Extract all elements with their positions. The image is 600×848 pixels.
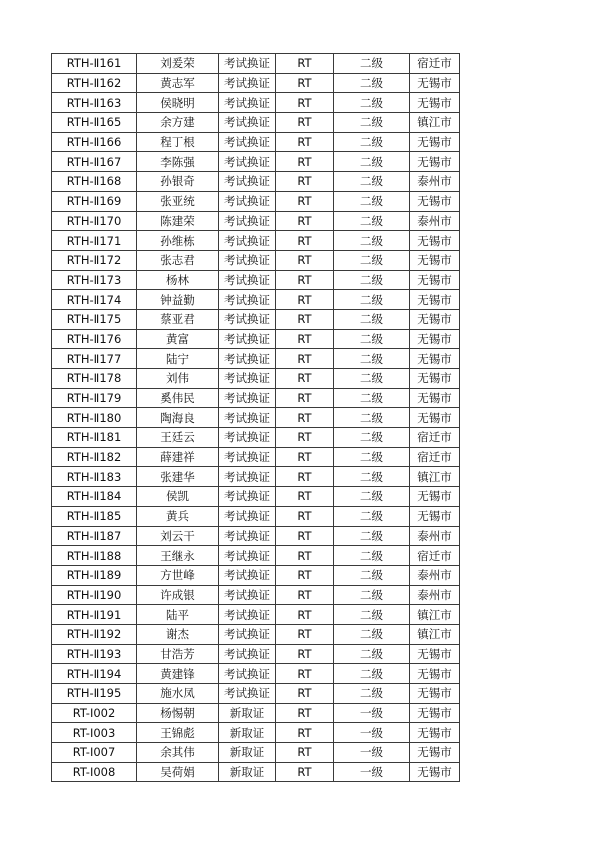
type-cell: 考试换证 xyxy=(219,369,276,389)
method-cell: RT xyxy=(276,191,334,211)
table-row xyxy=(52,565,460,585)
city-cell: 无锡市 xyxy=(410,250,460,270)
name-cell: 杨惕朝 xyxy=(137,703,219,723)
level-cell: 二级 xyxy=(334,585,410,605)
city-cell: 无锡市 xyxy=(410,723,460,743)
type-cell: 考试换证 xyxy=(219,447,276,467)
cert-number-cell: RTH-Ⅱ161 xyxy=(52,54,137,74)
cert-number-cell: RT-Ⅰ007 xyxy=(52,743,137,763)
name-cell: 王继永 xyxy=(137,546,219,566)
method-cell: RT xyxy=(276,644,334,664)
level-cell: 二级 xyxy=(334,428,410,448)
cert-number-cell: RTH-Ⅱ169 xyxy=(52,191,137,211)
table-row xyxy=(52,329,460,349)
table-row xyxy=(52,231,460,251)
method-cell: RT xyxy=(276,605,334,625)
level-cell: 二级 xyxy=(334,211,410,231)
method-cell: RT xyxy=(276,152,334,172)
table-body xyxy=(52,54,460,782)
type-cell: 考试换证 xyxy=(219,526,276,546)
cert-number-cell: RTH-Ⅱ184 xyxy=(52,487,137,507)
type-cell: 新取证 xyxy=(219,743,276,763)
cert-number-cell: RTH-Ⅱ163 xyxy=(52,93,137,113)
cert-number-cell: RTH-Ⅱ188 xyxy=(52,546,137,566)
method-cell: RT xyxy=(276,250,334,270)
type-cell: 考试换证 xyxy=(219,290,276,310)
type-cell: 考试换证 xyxy=(219,329,276,349)
cert-number-cell: RTH-Ⅱ190 xyxy=(52,585,137,605)
level-cell: 二级 xyxy=(334,290,410,310)
cert-number-cell: RTH-Ⅱ187 xyxy=(52,526,137,546)
method-cell: RT xyxy=(276,132,334,152)
type-cell: 考试换证 xyxy=(219,211,276,231)
name-cell: 方世峰 xyxy=(137,565,219,585)
level-cell: 二级 xyxy=(334,447,410,467)
level-cell: 二级 xyxy=(334,467,410,487)
table-row xyxy=(52,388,460,408)
type-cell: 考试换证 xyxy=(219,408,276,428)
level-cell: 二级 xyxy=(334,684,410,704)
method-cell: RT xyxy=(276,743,334,763)
city-cell: 无锡市 xyxy=(410,762,460,782)
method-cell: RT xyxy=(276,664,334,684)
table-row xyxy=(52,309,460,329)
level-cell: 二级 xyxy=(334,113,410,133)
level-cell: 二级 xyxy=(334,506,410,526)
level-cell: 二级 xyxy=(334,565,410,585)
city-cell: 无锡市 xyxy=(410,152,460,172)
cert-number-cell: RTH-Ⅱ178 xyxy=(52,369,137,389)
table-row xyxy=(52,644,460,664)
cert-number-cell: RTH-Ⅱ180 xyxy=(52,408,137,428)
method-cell: RT xyxy=(276,211,334,231)
cert-number-cell: RT-Ⅰ003 xyxy=(52,723,137,743)
city-cell: 无锡市 xyxy=(410,309,460,329)
table-row xyxy=(52,447,460,467)
city-cell: 无锡市 xyxy=(410,743,460,763)
type-cell: 考试换证 xyxy=(219,132,276,152)
city-cell: 无锡市 xyxy=(410,664,460,684)
method-cell: RT xyxy=(276,349,334,369)
name-cell: 王廷云 xyxy=(137,428,219,448)
city-cell: 泰州市 xyxy=(410,172,460,192)
name-cell: 侯凯 xyxy=(137,487,219,507)
city-cell: 无锡市 xyxy=(410,487,460,507)
name-cell: 黄志军 xyxy=(137,73,219,93)
level-cell: 二级 xyxy=(334,408,410,428)
name-cell: 刘爰荣 xyxy=(137,54,219,74)
name-cell: 谢杰 xyxy=(137,624,219,644)
cert-number-cell: RT-Ⅰ008 xyxy=(52,762,137,782)
cert-number-cell: RTH-Ⅱ172 xyxy=(52,250,137,270)
cert-number-cell: RTH-Ⅱ194 xyxy=(52,664,137,684)
table-row xyxy=(52,93,460,113)
city-cell: 镇江市 xyxy=(410,605,460,625)
type-cell: 考试换证 xyxy=(219,270,276,290)
table-row xyxy=(52,73,460,93)
name-cell: 张亚统 xyxy=(137,191,219,211)
level-cell: 一级 xyxy=(334,703,410,723)
cert-number-cell: RTH-Ⅱ175 xyxy=(52,309,137,329)
level-cell: 二级 xyxy=(334,152,410,172)
city-cell: 泰州市 xyxy=(410,565,460,585)
method-cell: RT xyxy=(276,329,334,349)
table-row xyxy=(52,723,460,743)
method-cell: RT xyxy=(276,546,334,566)
method-cell: RT xyxy=(276,506,334,526)
cert-number-cell: RTH-Ⅱ168 xyxy=(52,172,137,192)
name-cell: 奚伟民 xyxy=(137,388,219,408)
city-cell: 无锡市 xyxy=(410,506,460,526)
certificate-table xyxy=(51,53,460,782)
city-cell: 无锡市 xyxy=(410,132,460,152)
table-row xyxy=(52,467,460,487)
table-row xyxy=(52,250,460,270)
name-cell: 施水凤 xyxy=(137,684,219,704)
type-cell: 考试换证 xyxy=(219,624,276,644)
name-cell: 陶海良 xyxy=(137,408,219,428)
level-cell: 二级 xyxy=(334,605,410,625)
city-cell: 无锡市 xyxy=(410,231,460,251)
cert-number-cell: RTH-Ⅱ195 xyxy=(52,684,137,704)
cert-number-cell: RT-Ⅰ002 xyxy=(52,703,137,723)
name-cell: 黄兵 xyxy=(137,506,219,526)
type-cell: 考试换证 xyxy=(219,487,276,507)
city-cell: 无锡市 xyxy=(410,191,460,211)
table-row xyxy=(52,664,460,684)
name-cell: 陈建荣 xyxy=(137,211,219,231)
city-cell: 无锡市 xyxy=(410,388,460,408)
city-cell: 镇江市 xyxy=(410,467,460,487)
level-cell: 二级 xyxy=(334,388,410,408)
type-cell: 新取证 xyxy=(219,762,276,782)
cert-number-cell: RTH-Ⅱ183 xyxy=(52,467,137,487)
name-cell: 许成银 xyxy=(137,585,219,605)
table-row xyxy=(52,211,460,231)
level-cell: 二级 xyxy=(334,644,410,664)
cert-number-cell: RTH-Ⅱ162 xyxy=(52,73,137,93)
table-row xyxy=(52,270,460,290)
name-cell: 刘伟 xyxy=(137,369,219,389)
level-cell: 二级 xyxy=(334,664,410,684)
table-row xyxy=(52,113,460,133)
cert-number-cell: RTH-Ⅱ167 xyxy=(52,152,137,172)
cert-number-cell: RTH-Ⅱ165 xyxy=(52,113,137,133)
cert-number-cell: RTH-Ⅱ176 xyxy=(52,329,137,349)
type-cell: 新取证 xyxy=(219,703,276,723)
method-cell: RT xyxy=(276,565,334,585)
city-cell: 无锡市 xyxy=(410,329,460,349)
method-cell: RT xyxy=(276,172,334,192)
name-cell: 陆平 xyxy=(137,605,219,625)
table-row xyxy=(52,172,460,192)
method-cell: RT xyxy=(276,113,334,133)
city-cell: 无锡市 xyxy=(410,703,460,723)
level-cell: 二级 xyxy=(334,349,410,369)
type-cell: 考试换证 xyxy=(219,152,276,172)
name-cell: 侯晓明 xyxy=(137,93,219,113)
type-cell: 考试换证 xyxy=(219,54,276,74)
level-cell: 二级 xyxy=(334,546,410,566)
city-cell: 无锡市 xyxy=(410,684,460,704)
city-cell: 无锡市 xyxy=(410,644,460,664)
table-row xyxy=(52,349,460,369)
type-cell: 考试换证 xyxy=(219,388,276,408)
cert-number-cell: RTH-Ⅱ179 xyxy=(52,388,137,408)
level-cell: 二级 xyxy=(334,132,410,152)
table-row xyxy=(52,624,460,644)
city-cell: 无锡市 xyxy=(410,270,460,290)
type-cell: 考试换证 xyxy=(219,585,276,605)
table-row xyxy=(52,605,460,625)
cert-number-cell: RTH-Ⅱ189 xyxy=(52,565,137,585)
table-row xyxy=(52,54,460,74)
level-cell: 二级 xyxy=(334,487,410,507)
table-row xyxy=(52,703,460,723)
table-row xyxy=(52,487,460,507)
name-cell: 孙银奇 xyxy=(137,172,219,192)
cert-number-cell: RTH-Ⅱ191 xyxy=(52,605,137,625)
level-cell: 二级 xyxy=(334,231,410,251)
name-cell: 余其伟 xyxy=(137,743,219,763)
method-cell: RT xyxy=(276,408,334,428)
type-cell: 考试换证 xyxy=(219,172,276,192)
city-cell: 无锡市 xyxy=(410,408,460,428)
cert-number-cell: RTH-Ⅱ181 xyxy=(52,428,137,448)
table-row xyxy=(52,762,460,782)
city-cell: 无锡市 xyxy=(410,349,460,369)
cert-number-cell: RTH-Ⅱ174 xyxy=(52,290,137,310)
cert-number-cell: RTH-Ⅱ171 xyxy=(52,231,137,251)
name-cell: 陆宁 xyxy=(137,349,219,369)
table-row xyxy=(52,743,460,763)
city-cell: 宿迁市 xyxy=(410,54,460,74)
method-cell: RT xyxy=(276,231,334,251)
name-cell: 张志君 xyxy=(137,250,219,270)
level-cell: 二级 xyxy=(334,270,410,290)
type-cell: 考试换证 xyxy=(219,231,276,251)
type-cell: 考试换证 xyxy=(219,546,276,566)
table-row xyxy=(52,585,460,605)
type-cell: 考试换证 xyxy=(219,684,276,704)
cert-number-cell: RTH-Ⅱ185 xyxy=(52,506,137,526)
city-cell: 宿迁市 xyxy=(410,546,460,566)
level-cell: 二级 xyxy=(334,624,410,644)
method-cell: RT xyxy=(276,309,334,329)
city-cell: 宿迁市 xyxy=(410,447,460,467)
table-row xyxy=(52,526,460,546)
cert-number-cell: RTH-Ⅱ173 xyxy=(52,270,137,290)
type-cell: 考试换证 xyxy=(219,565,276,585)
method-cell: RT xyxy=(276,290,334,310)
level-cell: 二级 xyxy=(334,369,410,389)
table-row xyxy=(52,152,460,172)
method-cell: RT xyxy=(276,624,334,644)
city-cell: 泰州市 xyxy=(410,585,460,605)
method-cell: RT xyxy=(276,467,334,487)
table-row xyxy=(52,369,460,389)
level-cell: 二级 xyxy=(334,93,410,113)
name-cell: 钟益勤 xyxy=(137,290,219,310)
method-cell: RT xyxy=(276,388,334,408)
method-cell: RT xyxy=(276,703,334,723)
level-cell: 二级 xyxy=(334,526,410,546)
level-cell: 二级 xyxy=(334,172,410,192)
level-cell: 二级 xyxy=(334,191,410,211)
method-cell: RT xyxy=(276,428,334,448)
level-cell: 二级 xyxy=(334,250,410,270)
type-cell: 考试换证 xyxy=(219,309,276,329)
level-cell: 一级 xyxy=(334,762,410,782)
type-cell: 考试换证 xyxy=(219,644,276,664)
name-cell: 孙维栋 xyxy=(137,231,219,251)
level-cell: 一级 xyxy=(334,743,410,763)
method-cell: RT xyxy=(276,526,334,546)
type-cell: 考试换证 xyxy=(219,113,276,133)
name-cell: 程丁根 xyxy=(137,132,219,152)
city-cell: 镇江市 xyxy=(410,624,460,644)
level-cell: 一级 xyxy=(334,723,410,743)
type-cell: 考试换证 xyxy=(219,605,276,625)
method-cell: RT xyxy=(276,270,334,290)
table-row xyxy=(52,546,460,566)
name-cell: 吴荷娟 xyxy=(137,762,219,782)
method-cell: RT xyxy=(276,684,334,704)
method-cell: RT xyxy=(276,723,334,743)
type-cell: 考试换证 xyxy=(219,191,276,211)
name-cell: 张建华 xyxy=(137,467,219,487)
type-cell: 考试换证 xyxy=(219,250,276,270)
cert-number-cell: RTH-Ⅱ177 xyxy=(52,349,137,369)
name-cell: 蔡亚君 xyxy=(137,309,219,329)
cert-number-cell: RTH-Ⅱ193 xyxy=(52,644,137,664)
city-cell: 无锡市 xyxy=(410,73,460,93)
table-row xyxy=(52,191,460,211)
type-cell: 考试换证 xyxy=(219,664,276,684)
name-cell: 甘浩芳 xyxy=(137,644,219,664)
method-cell: RT xyxy=(276,585,334,605)
type-cell: 新取证 xyxy=(219,723,276,743)
table-row xyxy=(52,408,460,428)
city-cell: 无锡市 xyxy=(410,369,460,389)
name-cell: 黄富 xyxy=(137,329,219,349)
city-cell: 无锡市 xyxy=(410,93,460,113)
name-cell: 薛建祥 xyxy=(137,447,219,467)
city-cell: 泰州市 xyxy=(410,526,460,546)
type-cell: 考试换证 xyxy=(219,349,276,369)
table-row xyxy=(52,132,460,152)
method-cell: RT xyxy=(276,54,334,74)
type-cell: 考试换证 xyxy=(219,73,276,93)
city-cell: 镇江市 xyxy=(410,113,460,133)
method-cell: RT xyxy=(276,762,334,782)
type-cell: 考试换证 xyxy=(219,428,276,448)
name-cell: 王锦彪 xyxy=(137,723,219,743)
table-row xyxy=(52,506,460,526)
table-row xyxy=(52,684,460,704)
name-cell: 杨林 xyxy=(137,270,219,290)
table-row xyxy=(52,428,460,448)
type-cell: 考试换证 xyxy=(219,506,276,526)
method-cell: RT xyxy=(276,93,334,113)
name-cell: 黄建锋 xyxy=(137,664,219,684)
name-cell: 李陈强 xyxy=(137,152,219,172)
level-cell: 二级 xyxy=(334,73,410,93)
level-cell: 二级 xyxy=(334,309,410,329)
city-cell: 宿迁市 xyxy=(410,428,460,448)
name-cell: 刘云干 xyxy=(137,526,219,546)
type-cell: 考试换证 xyxy=(219,467,276,487)
method-cell: RT xyxy=(276,487,334,507)
city-cell: 无锡市 xyxy=(410,290,460,310)
cert-number-cell: RTH-Ⅱ192 xyxy=(52,624,137,644)
cert-number-cell: RTH-Ⅱ182 xyxy=(52,447,137,467)
type-cell: 考试换证 xyxy=(219,93,276,113)
table-row xyxy=(52,290,460,310)
name-cell: 余方建 xyxy=(137,113,219,133)
cert-number-cell: RTH-Ⅱ166 xyxy=(52,132,137,152)
level-cell: 二级 xyxy=(334,54,410,74)
level-cell: 二级 xyxy=(334,329,410,349)
method-cell: RT xyxy=(276,447,334,467)
method-cell: RT xyxy=(276,369,334,389)
method-cell: RT xyxy=(276,73,334,93)
cert-number-cell: RTH-Ⅱ170 xyxy=(52,211,137,231)
city-cell: 泰州市 xyxy=(410,211,460,231)
